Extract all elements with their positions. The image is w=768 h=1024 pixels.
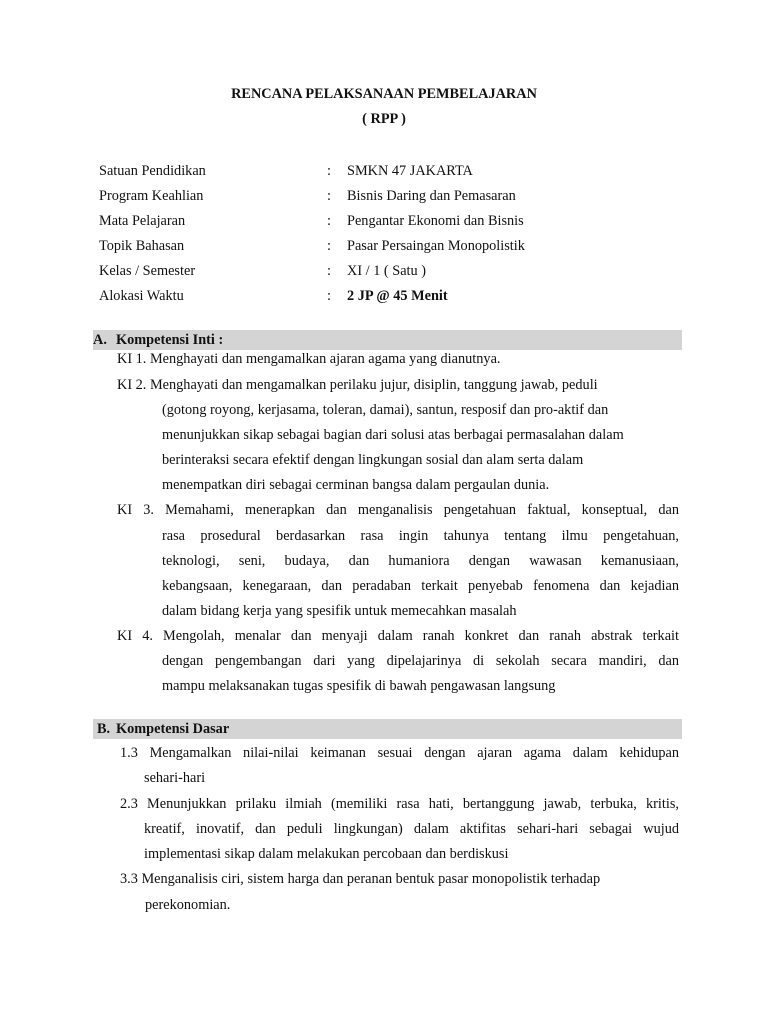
kd-2-3-text: 2.3 Menunjukkan prilaku ilmiah (memiliki rasa hati, bertanggung jawab, terbuka, kritis, xyxy=(120,796,679,812)
ki-1-text: KI 1. Menghayati dan mengamalkan ajaran agama yang dianutnya. xyxy=(117,351,501,367)
identity-colon: : xyxy=(327,238,331,254)
kd-1-3-text: sehari-hari xyxy=(144,770,206,786)
identity-value: SMKN 47 JAKARTA xyxy=(347,163,473,179)
ki-2-text: menempatkan diri sebagai cerminan bangsa dalam pergaulan dunia. xyxy=(162,477,550,493)
identity-label: Alokasi Waktu xyxy=(99,288,184,304)
identity-label: Kelas / Semester xyxy=(99,263,196,279)
document-subtitle: ( RPP ) xyxy=(362,111,406,127)
ki-2-text: menunjukkan sikap sebagai bagian dari solusi atas berbagai permasalahan dalam xyxy=(162,427,624,443)
kd-3-3-text: perekonomian. xyxy=(145,897,231,913)
ki-3-text: kebangsaan, kenegaraan, dan peradaban terkait penyebab fenomena dan kejadian xyxy=(162,578,679,594)
identity-value: XI / 1 ( Satu ) xyxy=(347,263,427,279)
section-letter: B. xyxy=(97,721,111,737)
ki-3-text: dalam bidang kerja yang spesifik untuk memecahkan masalah xyxy=(162,603,517,619)
section-a-heading xyxy=(93,330,682,350)
ki-4-text: KI 4. Mengolah, menalar dan menyaji dalam ranah konkret dan ranah abstrak terkait xyxy=(117,628,679,644)
identity-colon: : xyxy=(327,163,331,179)
identity-label: Topik Bahasan xyxy=(99,238,185,254)
identity-label: Satuan Pendidikan xyxy=(99,163,206,179)
identity-value: 2 JP @ 45 Menit xyxy=(347,288,448,304)
section-letter: A. xyxy=(93,332,107,348)
ki-4-text: mampu melaksanakan tugas spesifik di bawah pengawasan langsung xyxy=(162,678,556,694)
ki-3-text: rasa prosedural berdasarkan rasa ingin tahunya tentang ilmu pengetahuan, xyxy=(162,528,679,544)
identity-colon: : xyxy=(327,263,331,279)
identity-value: Bisnis Daring dan Pemasaran xyxy=(347,188,516,204)
kd-1-3-text: 1.3 Mengamalkan nilai-nilai keimanan sesuai dengan ajaran agama dalam kehidupan xyxy=(120,745,679,761)
ki-3-text: teknologi, seni, budaya, dan humaniora dengan wawasan kemanusiaan, xyxy=(162,553,679,569)
ki-4-text: dengan pengembangan dari yang dipelajarinya di sekolah secara mandiri, dan xyxy=(162,653,679,669)
ki-2-text: berinteraksi secara efektif dengan lingkungan sosial dan alam serta dalam xyxy=(162,452,584,468)
ki-2-text: KI 2. Menghayati dan mengamalkan perilaku jujur, disiplin, tanggung jawab, peduli xyxy=(117,377,598,393)
identity-label: Program Keahlian xyxy=(99,188,204,204)
document-title: RENCANA PELAKSANAAN PEMBELAJARAN xyxy=(231,86,537,102)
section-b-heading xyxy=(93,719,682,739)
kd-2-3-text: kreatif, inovatif, dan peduli lingkungan) dalam aktifitas sehari-hari sebagai wujud xyxy=(144,821,679,837)
kd-2-3-text: implementasi sikap dalam melakukan percobaan dan berdiskusi xyxy=(144,846,509,862)
identity-colon: : xyxy=(327,188,331,204)
identity-value: Pasar Persaingan Monopolistik xyxy=(347,238,525,254)
ki-3-text: KI 3. Memahami, menerapkan dan menganalisis pengetahuan faktual, konseptual, dan xyxy=(117,502,679,518)
identity-colon: : xyxy=(327,213,331,229)
section-title: Kompetensi Dasar xyxy=(116,721,230,737)
ki-2-text: (gotong royong, kerjasama, toleran, damai), santun, resposif dan pro-aktif dan xyxy=(162,402,609,418)
identity-label: Mata Pelajaran xyxy=(99,213,186,229)
kd-3-3-text: 3.3 Menganalisis ciri, sistem harga dan peranan bentuk pasar monopolistik terhadap xyxy=(120,871,601,887)
identity-value: Pengantar Ekonomi dan Bisnis xyxy=(347,213,524,229)
section-title: Kompetensi Inti : xyxy=(116,332,224,348)
identity-colon: : xyxy=(327,288,331,304)
